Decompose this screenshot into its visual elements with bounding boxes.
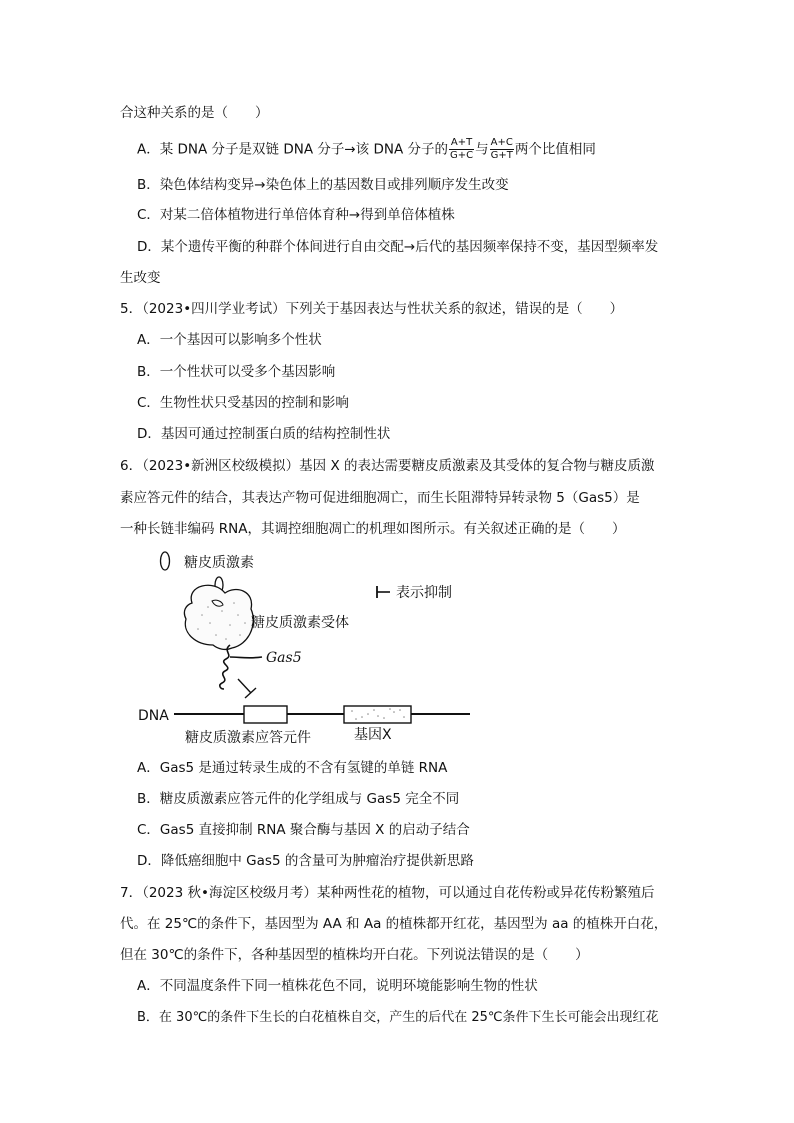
- dna-label: DNA: [138, 708, 169, 724]
- q6-option-b: B．糖皮质激素应答元件的化学组成与 Gas5 完全不同: [137, 791, 460, 807]
- q4-option-d: D．某个遗传平衡的种群个体间进行自由交配→后代的基因频率保持不变，基因型频率发: [137, 239, 659, 255]
- q6-option-a: A．Gas5 是通过转录生成的不含有氢键的单链 RNA: [137, 760, 448, 776]
- legend-label: 表示抑制: [396, 585, 452, 601]
- response-element-box: [244, 706, 287, 723]
- q5-option-c: C．生物性状只受基因的控制和影响: [137, 395, 349, 411]
- hormone-label: 糖皮质激素: [184, 555, 254, 571]
- hormone-molecule-icon: [161, 552, 170, 570]
- q7-stem-line3: 但在 30℃的条件下，各种基因型的植株均开白花。下列说法错误的是（ ）: [120, 947, 589, 963]
- diagram-svg: [130, 545, 490, 750]
- receptor-label: 糖皮质激素受体: [251, 615, 349, 631]
- inhibition-arrow-icon: [238, 679, 251, 693]
- gene-x-box: [344, 706, 411, 723]
- q5-option-b: B．一个性状可以受多个基因影响: [137, 364, 336, 380]
- q7-stem-line2: 代。在 25℃的条件下，基因型为 AA 和 Aa 的植株都开红花，基因型为 aa 的植株开白花，: [120, 916, 668, 932]
- q6-option-c: C．Gas5 直接抑制 RNA 聚合酶与基因 X 的启动子结合: [137, 822, 470, 838]
- q4-option-d-continuation: 生改变: [120, 270, 161, 286]
- receptor-icon: [184, 585, 253, 649]
- response-element-label: 糖皮质激素应答元件: [185, 730, 311, 746]
- q6-stem-line3: 一种长链非编码 RNA，其调控细胞凋亡的机理如图所示。有关叙述正确的是（ ）: [120, 521, 626, 537]
- q5-option-d: D．基因可通过控制蛋白质的结构控制性状: [137, 426, 391, 442]
- gas5-label: Gas5: [266, 650, 302, 666]
- q4-option-b: B．染色体结构变异→染色体上的基因数目或排列顺序发生改变: [137, 177, 509, 193]
- fraction-ac-gt: $\frac{A+C}{G+T}$: [490, 137, 513, 161]
- q5-option-a: A．一个基因可以影响多个性状: [137, 332, 322, 348]
- q7-stem-line1: 7．（2023 秋•海淀区校级月考）某种两性花的植物，可以通过自花传粉或异花传粉繁殖后: [120, 885, 655, 901]
- q6-option-d: D．降低癌细胞中 Gas5 的含量可为肿瘤治疗提供新思路: [137, 853, 474, 869]
- gene-x-label: 基因X: [354, 727, 392, 743]
- q7-option-a: A．不同温度条件下同一植株花色不同，说明环境能影响生物的性状: [137, 978, 538, 994]
- q4-stem-continuation: 合这种关系的是（ ）: [120, 105, 269, 121]
- q6-stem-line1: 6．（2023•新洲区校级模拟）基因 X 的表达需要糖皮质激素及其受体的复合物与糖皮质激: [120, 458, 655, 474]
- q7-option-b: B．在 30℃的条件下生长的白花植株自交，产生的后代在 25℃条件下生长可能会出现红花: [137, 1010, 659, 1025]
- q5-stem: 5．（2023•四川学业考试）下列关于基因表达与性状关系的叙述，错误的是（ ）: [120, 301, 624, 317]
- q4-option-a: A．某 DNA 分子是双链 DNA 分子→该 DNA 分子的 $\frac{A+T}{G+C}$ 与 $\frac{A+C}{G+T}$ 两个比值相同: [137, 137, 596, 161]
- q6-stem-line2: 素应答元件的结合，其表达产物可促进细胞凋亡，而生长阻滞特异转录物 5（Gas5）是: [120, 490, 640, 506]
- q4-option-c: C．对某二倍体植物进行单倍体育种→得到单倍体植株: [137, 207, 455, 223]
- q4-option-a-text: A．某 DNA 分子是双链 DNA 分子→该 DNA 分子的: [137, 141, 448, 158]
- gas5-rna-icon: [220, 645, 230, 689]
- fraction-at-gc: $\frac{A+T}{G+C}$: [449, 137, 474, 161]
- gas5-mechanism-diagram: [130, 545, 490, 750]
